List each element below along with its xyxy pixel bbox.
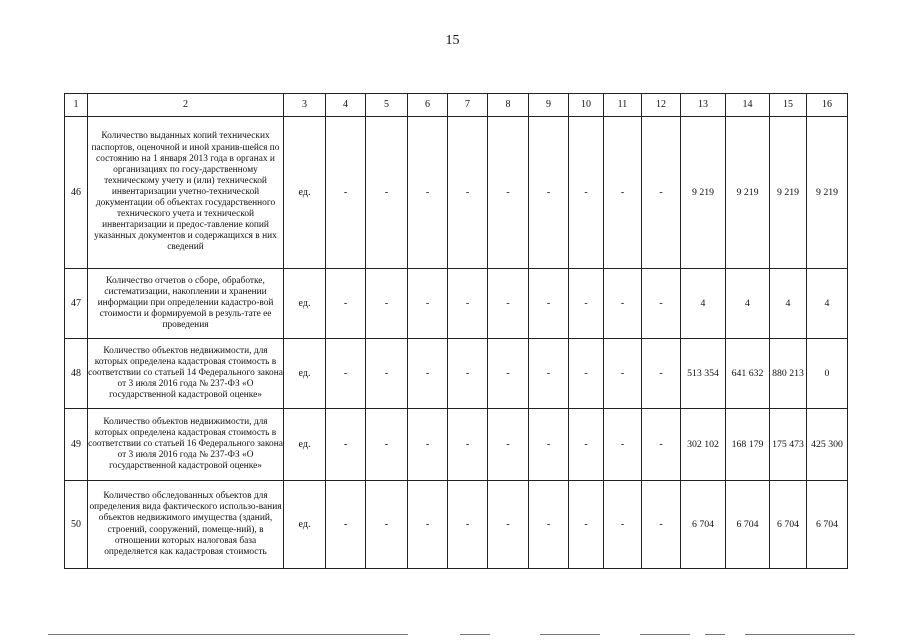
value-cell: -: [448, 117, 488, 269]
row-number: 47: [65, 269, 88, 339]
unit-cell: ед.: [284, 117, 326, 269]
value-cell-14: 9 219: [726, 117, 770, 269]
indicator-description: Количество отчетов о сборе, обработке, систематизации, накоплении и хранении информации при определении кадастро-вой стоимости и формируемой в резуль-тате ее проведения: [88, 269, 284, 339]
value-cell: -: [366, 339, 408, 409]
value-cell: -: [326, 117, 366, 269]
value-cell-14: 6 704: [726, 481, 770, 569]
unit-cell: ед.: [284, 409, 326, 481]
row-number: 48: [65, 339, 88, 409]
value-cell: -: [366, 409, 408, 481]
value-cell-15: 4: [770, 269, 807, 339]
value-cell-13: 513 354: [681, 339, 726, 409]
value-cell: -: [488, 117, 529, 269]
value-cell-14: 641 632: [726, 339, 770, 409]
table-row: [65, 269, 848, 339]
value-cell: -: [366, 117, 408, 269]
value-cell: -: [529, 117, 569, 269]
bottom-divider: [540, 634, 600, 635]
bottom-divider: [705, 634, 725, 635]
table-row: [65, 409, 848, 481]
value-cell-15: 9 219: [770, 117, 807, 269]
column-header-11: 11: [604, 94, 642, 117]
value-cell-13: 4: [681, 269, 726, 339]
column-header-1: 1: [65, 94, 88, 117]
unit-cell: ед.: [284, 339, 326, 409]
value-cell: -: [408, 409, 448, 481]
value-cell: -: [529, 409, 569, 481]
table-row: [65, 339, 848, 409]
value-cell-13: 9 219: [681, 117, 726, 269]
value-cell: -: [488, 269, 529, 339]
value-cell: -: [569, 269, 604, 339]
value-cell: -: [529, 269, 569, 339]
value-cell: -: [408, 481, 448, 569]
column-header-4: 4: [326, 94, 366, 117]
value-cell-14: 168 179: [726, 409, 770, 481]
value-cell-16: 425 300: [807, 409, 848, 481]
value-cell: -: [448, 481, 488, 569]
value-cell: -: [569, 117, 604, 269]
value-cell: -: [408, 269, 448, 339]
value-cell-15: 175 473: [770, 409, 807, 481]
unit-cell: ед.: [284, 269, 326, 339]
column-header-14: 14: [726, 94, 770, 117]
value-cell: -: [604, 409, 642, 481]
table-body: [65, 117, 848, 569]
value-cell: -: [366, 269, 408, 339]
value-cell: -: [326, 339, 366, 409]
row-number: 46: [65, 117, 88, 269]
value-cell: -: [408, 339, 448, 409]
column-header-2: 2: [88, 94, 284, 117]
value-cell: -: [366, 481, 408, 569]
indicator-description: Количество выданных копий технических паспортов, оценочной и иной хранив-шейся по состоянию на 1 января 2013 года в органах и организациях по госу-дарственному техническому учету и (или) технической инвентаризации учетно-технической документации об объектах государственного технического учета и технической инвентаризации и предос-тавление копий указанных документов и содержащихся в них сведений: [88, 117, 284, 269]
bottom-divider: [640, 634, 690, 635]
row-number: 49: [65, 409, 88, 481]
value-cell: -: [569, 339, 604, 409]
statistics-table: [64, 93, 848, 569]
value-cell-15: 880 213: [770, 339, 807, 409]
column-header-3: 3: [284, 94, 326, 117]
value-cell: -: [448, 339, 488, 409]
column-header-7: 7: [448, 94, 488, 117]
value-cell-13: 6 704: [681, 481, 726, 569]
value-cell: -: [642, 339, 681, 409]
value-cell: -: [326, 269, 366, 339]
value-cell: -: [529, 339, 569, 409]
value-cell: -: [488, 481, 529, 569]
header-row: [65, 94, 848, 117]
indicator-description: Количество объектов недвижимости, для которых определена кадастровая стоимость в соответствии со статьей 16 Федерального закона от 3 июля 2016 года № 237-ФЗ «О государственной кадастровой оценке»: [88, 409, 284, 481]
indicator-description: Количество обследованных объектов для определения вида фактического использо-вания объектов недвижимого имущества (зданий, строений, сооружений, помеще-ний), в отношении которых налоговая база определяется как кадастровая стоимость: [88, 481, 284, 569]
value-cell: -: [642, 269, 681, 339]
value-cell: -: [569, 409, 604, 481]
value-cell: -: [488, 409, 529, 481]
value-cell: -: [604, 269, 642, 339]
value-cell: -: [448, 269, 488, 339]
value-cell: -: [642, 409, 681, 481]
value-cell: -: [488, 339, 529, 409]
column-header-16: 16: [807, 94, 848, 117]
value-cell-13: 302 102: [681, 409, 726, 481]
value-cell: -: [529, 481, 569, 569]
row-number: 50: [65, 481, 88, 569]
indicator-description: Количество объектов недвижимости, для которых определена кадастровая стоимость в соответствии со статьей 14 Федерального закона от 3 июля 2016 года № 237-ФЗ «О государственной кадастровой оценке»: [88, 339, 284, 409]
bottom-divider: [745, 634, 855, 635]
value-cell-16: 0: [807, 339, 848, 409]
page-number: 15: [445, 33, 460, 48]
value-cell-16: 9 219: [807, 117, 848, 269]
column-header-9: 9: [529, 94, 569, 117]
value-cell: -: [326, 409, 366, 481]
value-cell: -: [448, 409, 488, 481]
column-header-13: 13: [681, 94, 726, 117]
value-cell-16: 4: [807, 269, 848, 339]
value-cell: -: [604, 481, 642, 569]
value-cell: -: [326, 481, 366, 569]
table-row: [65, 117, 848, 269]
bottom-divider: [460, 634, 490, 635]
value-cell: -: [408, 117, 448, 269]
table-row: [65, 481, 848, 569]
column-header-12: 12: [642, 94, 681, 117]
column-header-8: 8: [488, 94, 529, 117]
unit-cell: ед.: [284, 481, 326, 569]
value-cell: -: [604, 117, 642, 269]
bottom-divider: [48, 634, 408, 635]
value-cell: -: [642, 481, 681, 569]
value-cell-16: 6 704: [807, 481, 848, 569]
value-cell: -: [569, 481, 604, 569]
value-cell: -: [604, 339, 642, 409]
column-header-6: 6: [408, 94, 448, 117]
value-cell-15: 6 704: [770, 481, 807, 569]
value-cell-14: 4: [726, 269, 770, 339]
column-header-10: 10: [569, 94, 604, 117]
column-header-5: 5: [366, 94, 408, 117]
column-header-15: 15: [770, 94, 807, 117]
value-cell: -: [642, 117, 681, 269]
